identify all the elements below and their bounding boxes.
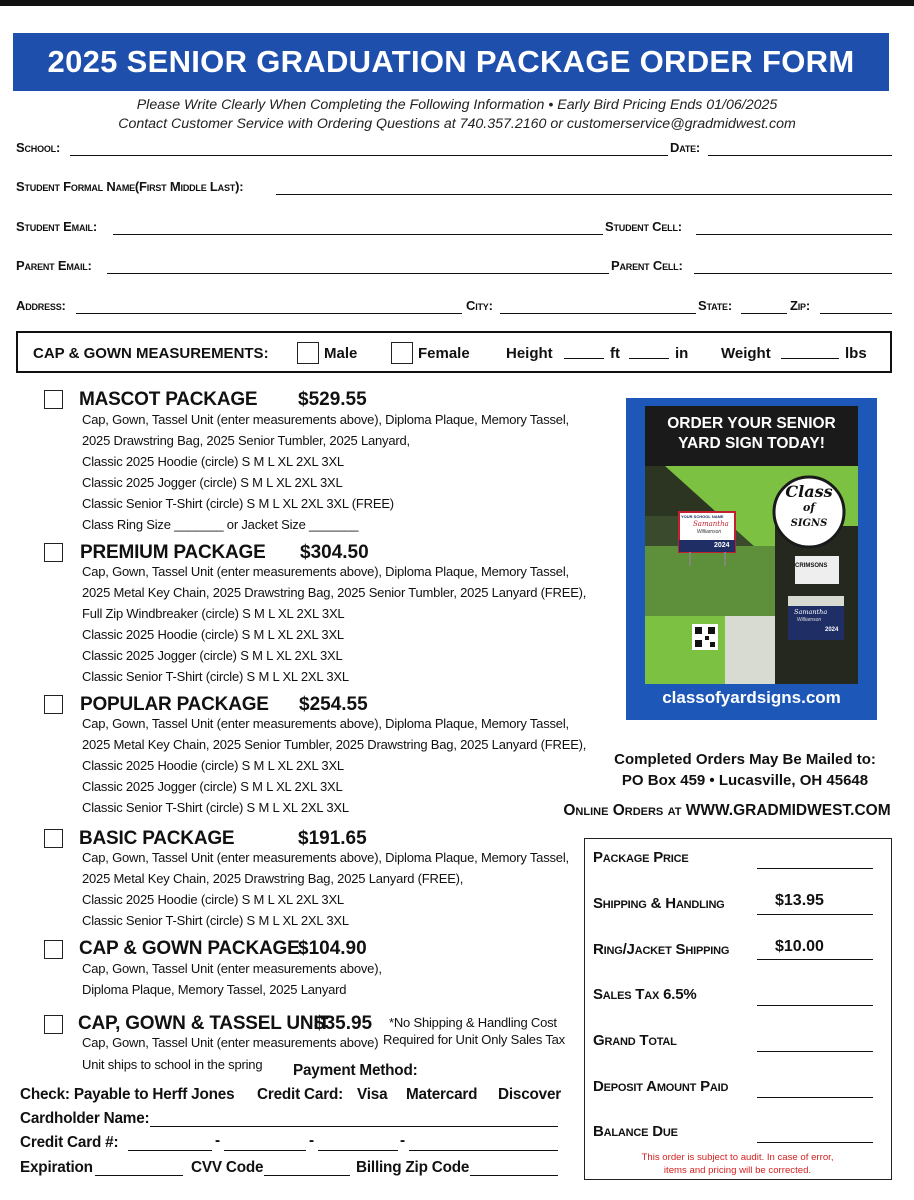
- package-price-field[interactable]: [757, 868, 873, 869]
- billing-zip-field[interactable]: [470, 1175, 558, 1176]
- formal-name-label: Student Formal Name(First Middle Last):: [16, 179, 244, 194]
- top-edge-bar: [0, 0, 914, 6]
- grand-total-field[interactable]: [757, 1051, 873, 1052]
- payment-method-title: Payment Method:: [293, 1062, 418, 1079]
- balance-due-label: Balance Due: [593, 1123, 678, 1140]
- sign-name: Samantha: [693, 520, 729, 528]
- package-detail: Cap, Gown, Tassel Unit (enter measurements above), Diploma Plaque, Memory Tassel,: [82, 412, 569, 427]
- card-number-field-2[interactable]: [224, 1150, 306, 1151]
- mascot-package-checkbox[interactable]: [44, 390, 63, 409]
- height-label: Height: [506, 345, 553, 362]
- ad-illustration: [645, 406, 858, 684]
- package-detail: Classic Senior T-Shirt (circle) S M L XL 2XL 3XL: [82, 913, 349, 928]
- popular-package-checkbox[interactable]: [44, 695, 63, 714]
- package-detail: Classic 2025 Jogger (circle) S M L XL 2XL 3XL: [82, 475, 343, 490]
- female-label: Female: [418, 345, 470, 362]
- student-cell-field[interactable]: [696, 234, 892, 235]
- package-detail: 2025 Metal Key Chain, 2025 Senior Tumbler, 2025 Drawstring Bag, 2025 Lanyard (FREE),: [82, 737, 587, 752]
- package-detail: 2025 Drawstring Bag, 2025 Senior Tumbler, 2025 Lanyard,: [82, 433, 410, 448]
- cardholder-label: Cardholder Name:: [20, 1110, 150, 1127]
- female-checkbox[interactable]: [391, 342, 413, 364]
- cap-gown-package-checkbox[interactable]: [44, 940, 63, 959]
- credit-card-label: Credit Card:: [257, 1086, 343, 1103]
- cvv-label: CVV Code: [191, 1159, 264, 1176]
- package-price: $304.50: [300, 542, 369, 563]
- city-label: City:: [466, 298, 493, 313]
- sign-school: YOUR SCHOOL NAME: [681, 514, 724, 519]
- weight-label: Weight: [721, 345, 771, 362]
- mail-line-1: Completed Orders May Be Mailed to:: [614, 751, 876, 768]
- package-detail: Classic 2025 Hoodie (circle) S M L XL 2XL 3XL: [82, 454, 344, 469]
- shipping-value: $13.95: [775, 892, 824, 909]
- package-detail: Cap, Gown, Tassel Unit (enter measurements above), Diploma Plaque, Memory Tassel,: [82, 850, 569, 865]
- sign-year: 2024: [714, 542, 730, 549]
- male-label: Male: [324, 345, 358, 362]
- audit-notice: This order is subject to audit. In case of error, items and pricing will be corrected.: [641, 1152, 834, 1176]
- package-detail: Classic Senior T-Shirt (circle) S M L XL 2XL 3XL: [82, 669, 349, 684]
- sales-tax-label: Sales Tax 6.5%: [593, 986, 697, 1003]
- package-name: PREMIUM PACKAGE: [80, 542, 266, 563]
- parent-cell-field[interactable]: [694, 273, 892, 274]
- package-name: BASIC PACKAGE: [79, 828, 235, 849]
- shipping-field: [757, 914, 873, 915]
- student-email-label: Student Email:: [16, 219, 97, 234]
- shipping-label: Shipping & Handling: [593, 895, 725, 912]
- unit-package-checkbox[interactable]: [44, 1015, 63, 1034]
- expiration-label: Expiration: [20, 1159, 93, 1176]
- sign2-name: Samantha: [794, 608, 828, 616]
- package-name: CAP, GOWN & TASSEL UNIT: [78, 1013, 330, 1034]
- package-price: $191.65: [298, 828, 367, 849]
- state-field[interactable]: [741, 313, 787, 314]
- package-detail: Classic Senior T-Shirt (circle) S M L XL 2XL 3XL (FREE): [82, 496, 394, 511]
- ad-url[interactable]: classofyardsigns.com: [662, 688, 841, 707]
- ad-headline: ORDER YOUR SENIOR YARD SIGN TODAY!: [667, 415, 836, 452]
- state-label: State:: [698, 298, 732, 313]
- height-in-field[interactable]: [629, 347, 669, 359]
- package-detail: Classic 2025 Hoodie (circle) S M L XL 2XL 3XL: [82, 758, 344, 773]
- deposit-label: Deposit Amount Paid: [593, 1078, 729, 1095]
- package-detail: Cap, Gown, Tassel Unit (enter measurements above),: [82, 961, 382, 976]
- package-detail: Classic 2025 Jogger (circle) S M L XL 2XL 3XL: [82, 648, 343, 663]
- mail-line-2: PO Box 459 • Lucasville, OH 45648: [621, 772, 869, 789]
- package-price: $254.55: [299, 694, 368, 715]
- sign-surname: Williamson: [697, 529, 722, 535]
- subtitle-line-1: Please Write Clearly When Completing the Following Information • Early Bird Pricing Ends 01/06/2025: [136, 97, 778, 113]
- package-name: CAP & GOWN PACKAGE: [79, 938, 300, 959]
- mastercard-option[interactable]: Matercard: [406, 1086, 478, 1103]
- package-detail: Cap, Gown, Tassel Unit (enter measurements above): [82, 1035, 379, 1050]
- student-cell-label: Student Cell:: [605, 219, 682, 234]
- package-name: MASCOT PACKAGE: [79, 389, 258, 410]
- ring-jacket-shipping-label: Ring/Jacket Shipping: [593, 941, 730, 958]
- package-detail: Cap, Gown, Tassel Unit (enter measurements above), Diploma Plaque, Memory Tassel,: [82, 716, 569, 731]
- form-title: 2025 SENIOR GRADUATION PACKAGE ORDER FORM: [13, 33, 889, 91]
- deposit-field[interactable]: [757, 1097, 873, 1098]
- date-field[interactable]: [708, 155, 892, 156]
- unit-note: Required for Unit Only Sales Tax: [383, 1032, 565, 1047]
- ring-jacket-shipping-value: $10.00: [775, 938, 824, 955]
- weight-field[interactable]: [781, 347, 839, 359]
- package-detail: Classic 2025 Hoodie (circle) S M L XL 2XL 3XL: [82, 892, 344, 907]
- package-detail: Full Zip Windbreaker (circle) S M L XL 2XL 3XL: [82, 606, 345, 621]
- formal-name-field[interactable]: [276, 194, 892, 195]
- visa-option[interactable]: Visa: [357, 1086, 388, 1103]
- male-checkbox[interactable]: [297, 342, 319, 364]
- school-label: School:: [16, 140, 61, 155]
- lbs-label: lbs: [845, 345, 867, 362]
- address-field[interactable]: [76, 313, 462, 314]
- city-field[interactable]: [500, 313, 696, 314]
- package-price: $529.55: [298, 389, 367, 410]
- parent-email-label: Parent Email:: [16, 258, 92, 273]
- card-number-field-4[interactable]: [409, 1150, 558, 1151]
- package-price-label: Package Price: [593, 849, 689, 866]
- measurements-label: CAP & GOWN MEASUREMENTS:: [33, 345, 269, 362]
- package-detail: 2025 Metal Key Chain, 2025 Drawstring Bag, 2025 Senior Tumbler, 2025 Lanyard (FREE),: [82, 585, 587, 600]
- date-label: Date:: [670, 140, 701, 155]
- check-option[interactable]: Check: Payable to Herff Jones: [20, 1086, 235, 1103]
- package-detail: Diploma Plaque, Memory Tassel, 2025 Lanyard: [82, 982, 347, 997]
- package-detail: Cap, Gown, Tassel Unit (enter measurements above), Diploma Plaque, Memory Tassel,: [82, 564, 569, 579]
- sign2-surname: Williamson: [797, 617, 822, 623]
- height-ft-field[interactable]: [564, 347, 604, 359]
- cardholder-field[interactable]: [150, 1126, 558, 1127]
- card-number-field-1[interactable]: [128, 1150, 212, 1151]
- parent-email-field[interactable]: [107, 273, 609, 274]
- in-label: in: [675, 345, 689, 362]
- address-label: Address:: [16, 298, 66, 313]
- card-number-field-3[interactable]: [318, 1150, 398, 1151]
- online-orders: Online Orders at WWW.GRADMIDWEST.COM: [563, 802, 891, 819]
- expiration-field[interactable]: [95, 1175, 183, 1176]
- ft-label: ft: [610, 345, 620, 362]
- yard-sign-ad: [626, 398, 877, 720]
- card-number-label: Credit Card #:: [20, 1134, 119, 1151]
- package-detail: 2025 Metal Key Chain, 2025 Drawstring Bag, 2025 Lanyard (FREE),: [82, 871, 464, 886]
- parent-cell-label: Parent Cell:: [611, 258, 683, 273]
- unit-note: *No Shipping & Handling Cost: [389, 1015, 557, 1030]
- zip-label: Zip:: [790, 298, 810, 313]
- package-name: POPULAR PACKAGE: [80, 694, 269, 715]
- grand-total-label: Grand Total: [593, 1032, 677, 1049]
- package-detail: Classic 2025 Jogger (circle) S M L XL 2XL 3XL: [82, 779, 343, 794]
- measurements-box: [16, 331, 892, 373]
- zip-field[interactable]: [820, 313, 892, 314]
- package-detail: Classic Senior T-Shirt (circle) S M L XL 2XL 3XL: [82, 800, 349, 815]
- package-price: $35.95: [314, 1013, 373, 1034]
- ad-logo: Class of SIGNS: [785, 482, 833, 529]
- package-detail: Classic 2025 Hoodie (circle) S M L XL 2XL 3XL: [82, 627, 344, 642]
- discover-option[interactable]: Discover: [498, 1086, 562, 1103]
- premium-package-checkbox[interactable]: [44, 543, 63, 562]
- sales-tax-field[interactable]: [757, 1005, 873, 1006]
- billing-zip-label: Billing Zip Code: [356, 1159, 470, 1176]
- package-price: $104.90: [298, 938, 367, 959]
- cvv-field[interactable]: [264, 1175, 350, 1176]
- sign2-year: 2024: [825, 627, 839, 633]
- ring-jacket-shipping-field: [757, 959, 873, 960]
- sign2-team: CRIMSONS: [795, 563, 828, 569]
- balance-due-field[interactable]: [757, 1142, 873, 1143]
- ad-photo: [645, 406, 858, 684]
- package-detail: Class Ring Size _______ or Jacket Size _______: [82, 517, 359, 532]
- subtitle-line-2: Contact Customer Service with Ordering Questions at 740.357.2160 or customerservice@gradmidwest.com: [118, 116, 796, 132]
- package-detail: Unit ships to school in the spring: [82, 1057, 263, 1072]
- basic-package-checkbox[interactable]: [44, 829, 63, 848]
- totals-box: [584, 838, 892, 1180]
- student-email-field[interactable]: [113, 234, 603, 235]
- school-field[interactable]: [70, 155, 668, 156]
